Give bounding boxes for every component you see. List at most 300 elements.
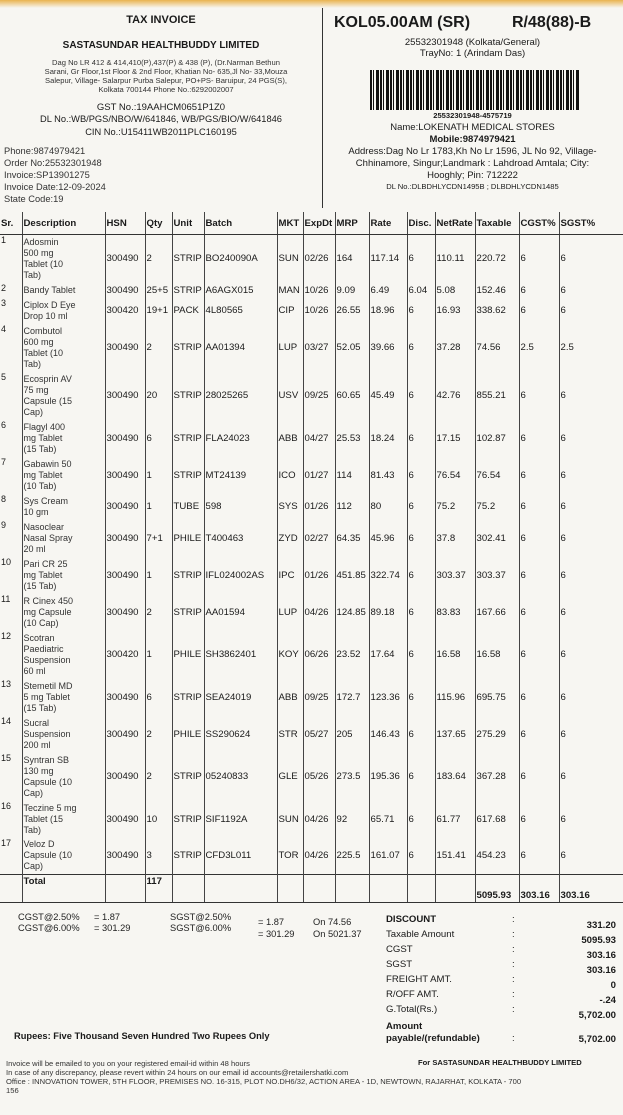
expiry-cell: 09/25 <box>303 679 335 716</box>
cgst-cell: 6 <box>519 298 559 324</box>
cgst-cell: 2.5 <box>519 324 559 372</box>
expiry-cell: 04/27 <box>303 420 335 457</box>
sum-taxable: 5095.93 <box>475 888 519 903</box>
mrp-cell: 92 <box>335 801 369 838</box>
summary-label: Taxable Amount <box>386 929 455 940</box>
netrate-cell: 183.64 <box>435 753 475 801</box>
paper-top-edge <box>0 0 623 8</box>
qty-cell: 10 <box>145 801 172 838</box>
table-header-row <box>0 212 623 235</box>
expiry-cell: 09/25 <box>303 372 335 420</box>
summary-colon: : <box>512 944 515 955</box>
description-line: Flagyl 400 <box>23 421 66 432</box>
discount-cell: 6 <box>407 679 435 716</box>
mrp-cell: 23.52 <box>335 631 369 679</box>
discount-cell: 6 <box>407 420 435 457</box>
rate-cell: 161.07 <box>369 838 407 875</box>
total-qty: 117 <box>145 875 172 889</box>
description-line: Paediatric <box>23 643 64 654</box>
mkt-cell: ABB <box>277 679 303 716</box>
description-line: Capsule (10 <box>23 776 73 787</box>
description-cell <box>22 520 105 557</box>
taxable-cell: 695.75 <box>475 679 519 716</box>
mrp-cell: 26.55 <box>335 298 369 324</box>
qty-cell: 2 <box>145 324 172 372</box>
taxable-cell: 338.62 <box>475 298 519 324</box>
unit-cell: STRIP <box>172 235 204 283</box>
qty-cell: 1 <box>145 457 172 494</box>
description-line: Sys Cream <box>23 495 69 506</box>
seller-phone: Phone:9874979421 <box>4 146 86 156</box>
sgst-cell: 2.5 <box>559 324 623 372</box>
seller-address-line: Sarani, Gr Floor,1st Floor & 2nd Floor, Khatian No- 635,Jl No- 33,Mouza <box>44 67 288 76</box>
sgst-cell: 6 <box>559 520 623 557</box>
unit-cell: STRIP <box>172 372 204 420</box>
seller-address <box>20 58 312 94</box>
description-line: Bandy Tablet <box>23 284 76 295</box>
summary-colon: : <box>512 959 515 970</box>
mrp-cell: 451.85 <box>335 557 369 594</box>
unit-cell: STRIP <box>172 457 204 494</box>
netrate-cell: 5.08 <box>435 283 475 298</box>
items-table <box>0 212 623 903</box>
expiry-cell: 05/26 <box>303 753 335 801</box>
invoice-date: Invoice Date:12-09-2024 <box>4 182 106 192</box>
taxable-cell: 76.54 <box>475 457 519 494</box>
table-row <box>0 753 623 801</box>
description-line: Tablet (15 <box>23 813 64 824</box>
description-line: Stemetil MD <box>23 680 73 691</box>
qty-cell: 3 <box>145 838 172 875</box>
summary-value: 5095.93 <box>581 935 616 946</box>
unit-cell: STRIP <box>172 838 204 875</box>
table-row <box>0 298 623 324</box>
cgst-cell: 6 <box>519 372 559 420</box>
description-line: Cap) <box>23 787 44 798</box>
column-header: ExpDt <box>303 212 335 235</box>
rate-cell: 45.49 <box>369 372 407 420</box>
table-row <box>0 679 623 716</box>
qty-cell: 25+5 <box>145 283 172 298</box>
cgst-cell: 6 <box>519 753 559 801</box>
description-line: 10 gm <box>23 506 49 517</box>
summary-value: 303.16 <box>586 950 616 961</box>
table-row <box>0 283 623 298</box>
batch-cell: 05240833 <box>204 753 277 801</box>
serial-cell: 17 <box>1 837 12 848</box>
mrp-cell: 172.7 <box>335 679 369 716</box>
rate-cell: 39.66 <box>369 324 407 372</box>
description-line: Sucral <box>23 717 50 728</box>
serial-cell: 10 <box>1 556 12 567</box>
rate-cell: 123.36 <box>369 679 407 716</box>
description-line: 600 mg <box>23 336 54 347</box>
description-line: Tablet (10 <box>23 347 64 358</box>
hsn-cell: 300490 <box>105 679 145 716</box>
sgst-cell: 6 <box>559 753 623 801</box>
description-cell <box>22 298 105 324</box>
summary-colon: : <box>512 929 515 940</box>
serial-cell: 15 <box>1 752 12 763</box>
mkt-cell: CIP <box>277 298 303 324</box>
hsn-cell: 300490 <box>105 520 145 557</box>
netrate-cell: 110.11 <box>435 235 475 283</box>
batch-cell: SEA24019 <box>204 679 277 716</box>
netrate-cell: 37.8 <box>435 520 475 557</box>
netrate-cell: 76.54 <box>435 457 475 494</box>
description-line: Capsule (15 <box>23 395 73 406</box>
column-header: Batch <box>204 212 277 235</box>
mrp-cell: 9.09 <box>335 283 369 298</box>
column-header: MKT <box>277 212 303 235</box>
batch-cell: SS290624 <box>204 716 277 753</box>
unit-cell: STRIP <box>172 283 204 298</box>
mrp-cell: 225.5 <box>335 838 369 875</box>
batch-cell: AA01394 <box>204 324 277 372</box>
taxable-cell: 367.28 <box>475 753 519 801</box>
description-line: Capsule (10 <box>23 850 73 861</box>
seller-gst-number: GST No.:19AAHCM0651P1Z0 <box>96 102 226 113</box>
mkt-cell: SYS <box>277 494 303 520</box>
unit-cell: TUBE <box>172 494 204 520</box>
summary-label: R/OFF AMT. <box>386 989 439 1000</box>
qty-cell: 19+1 <box>145 298 172 324</box>
description-line: Adosmin <box>23 236 59 247</box>
taxable-cell: 167.66 <box>475 594 519 631</box>
mkt-cell: STR <box>277 716 303 753</box>
netrate-cell: 151.41 <box>435 838 475 875</box>
sgst-cell: 6 <box>559 631 623 679</box>
taxable-cell: 454.23 <box>475 838 519 875</box>
expiry-cell: 02/26 <box>303 235 335 283</box>
table-row <box>0 235 623 283</box>
footer-page-number: 156 <box>6 1086 19 1095</box>
qty-cell: 1 <box>145 557 172 594</box>
cgst-cell: 6 <box>519 557 559 594</box>
discount-cell: 6 <box>407 235 435 283</box>
seller-address-line: Salepur, Village- Salarpur Purba Salepur, PO+PS- Baruipur, 24 PGS(S), <box>45 76 287 85</box>
description-cell <box>22 372 105 420</box>
footer-office-address: Office : INNOVATION TOWER, 5TH FLOOR, PREMISES NO. 16-315, PLOT NO.DH6/32, ACTION AREA - 1D, NEWTOWN, RAJARHAT, KOLKATA - 700 <box>6 1077 522 1086</box>
footer-discrepancy-note: In case of any discrepancy, please revert within 24 hours on our email id accounts@retailershatki.com <box>6 1068 349 1077</box>
description-cell <box>22 420 105 457</box>
summary-label: G.Total(Rs.) <box>386 1004 438 1015</box>
description-line: Nasoclear <box>23 521 65 532</box>
unit-cell: STRIP <box>172 557 204 594</box>
table-row <box>0 494 623 520</box>
seller-company-name: SASTASUNDAR HEALTHBUDDY LIMITED <box>62 40 260 51</box>
batch-cell: IFL024002AS <box>204 557 277 594</box>
description-cell <box>22 494 105 520</box>
description-cell <box>22 801 105 838</box>
qty-cell: 6 <box>145 679 172 716</box>
seller-address-line: Kolkata 700144 Phone No.:6292002007 <box>98 85 234 94</box>
sgst-cell: 6 <box>559 557 623 594</box>
route-code: KOL05.00AM (SR) <box>334 14 471 31</box>
sgst-cell: 6 <box>559 494 623 520</box>
qty-cell: 2 <box>145 594 172 631</box>
seller-cin-number: CIN No.:U15411WB2011PLC160195 <box>85 127 237 137</box>
items-table-body <box>0 235 623 875</box>
mrp-cell: 112 <box>335 494 369 520</box>
sum-sgst: 303.16 <box>559 888 623 903</box>
mrp-cell: 124.85 <box>335 594 369 631</box>
description-line: Teczine 5 mg <box>23 802 77 813</box>
description-line: Tab) <box>23 358 42 369</box>
description-line: Combutol <box>23 325 63 336</box>
mkt-cell: LUP <box>277 324 303 372</box>
hsn-cell: 300490 <box>105 594 145 631</box>
netrate-cell: 137.65 <box>435 716 475 753</box>
mrp-cell: 25.53 <box>335 420 369 457</box>
summary-colon: : <box>512 1004 515 1015</box>
sgst-cell: 6 <box>559 594 623 631</box>
mkt-cell: TOR <box>277 838 303 875</box>
unit-cell: STRIP <box>172 324 204 372</box>
serial-cell: 2 <box>1 282 7 293</box>
expiry-cell: 01/26 <box>303 494 335 520</box>
mrp-cell: 273.5 <box>335 753 369 801</box>
sum-cgst: 303.16 <box>519 888 559 903</box>
hsn-cell: 300490 <box>105 457 145 494</box>
netrate-cell: 83.83 <box>435 594 475 631</box>
rate-cell: 18.24 <box>369 420 407 457</box>
state-code: State Code:19 <box>4 194 64 204</box>
discount-cell: 6 <box>407 594 435 631</box>
column-header: Description <box>22 212 105 235</box>
sgst-cell: 6 <box>559 457 623 494</box>
hsn-cell: 300490 <box>105 324 145 372</box>
taxable-cell: 302.41 <box>475 520 519 557</box>
mkt-cell: GLE <box>277 753 303 801</box>
serial-cell: 7 <box>1 456 7 467</box>
summary-label: DISCOUNT <box>386 914 437 925</box>
column-header: HSN <box>105 212 145 235</box>
rate-cell: 81.43 <box>369 457 407 494</box>
cgst-rate-line: CGST@6.00% <box>18 923 80 933</box>
description-line: Ciplox D Eye <box>23 299 76 310</box>
table-row <box>0 631 623 679</box>
rate-cell: 117.14 <box>369 235 407 283</box>
description-line: Tablet (10 <box>23 258 64 269</box>
table-row <box>0 420 623 457</box>
cgst-cell: 6 <box>519 594 559 631</box>
hsn-cell: 300490 <box>105 372 145 420</box>
cgst-cell: 6 <box>519 283 559 298</box>
hsn-cell: 300490 <box>105 716 145 753</box>
table-row <box>0 838 623 875</box>
buyer-name: Name:LOKENATH MEDICAL STORES <box>390 122 555 133</box>
netrate-cell: 115.96 <box>435 679 475 716</box>
expiry-cell: 04/26 <box>303 801 335 838</box>
description-line: Ecosprin AV <box>23 373 72 384</box>
netrate-cell: 17.15 <box>435 420 475 457</box>
description-line: Drop 10 ml <box>23 310 68 321</box>
table-row <box>0 520 623 557</box>
netrate-cell: 42.76 <box>435 372 475 420</box>
description-line: Cap) <box>23 406 44 417</box>
batch-cell: AA01594 <box>204 594 277 631</box>
hsn-cell: 300420 <box>105 298 145 324</box>
summary-value: 331.20 <box>586 920 616 931</box>
hsn-cell: 300490 <box>105 494 145 520</box>
rate-cell: 89.18 <box>369 594 407 631</box>
description-line: 5 mg Tablet <box>23 691 70 702</box>
sgst-cell: 6 <box>559 420 623 457</box>
qty-cell: 2 <box>145 235 172 283</box>
summary-label: SGST <box>386 959 413 970</box>
batch-cell: MT24139 <box>204 457 277 494</box>
serial-cell: 16 <box>1 800 12 811</box>
column-header: SGST% <box>559 212 623 235</box>
order-number: Order No:25532301948 <box>4 158 102 168</box>
taxable-cell: 152.46 <box>475 283 519 298</box>
hsn-cell: 300490 <box>105 557 145 594</box>
for-company-signature: For SASTASUNDAR HEALTHBUDDY LIMITED <box>418 1058 582 1067</box>
discount-cell: 6 <box>407 557 435 594</box>
column-header: CGST% <box>519 212 559 235</box>
description-cell <box>22 557 105 594</box>
description-cell <box>22 631 105 679</box>
column-header: Disc. <box>407 212 435 235</box>
cgst-cell: 6 <box>519 457 559 494</box>
discount-cell: 6 <box>407 631 435 679</box>
unit-cell: PHILE <box>172 520 204 557</box>
rack-reference: R/48(88)-B <box>512 14 592 31</box>
netrate-cell: 37.28 <box>435 324 475 372</box>
batch-cell: SH3862401 <box>204 631 277 679</box>
serial-cell: 5 <box>1 371 7 382</box>
description-cell <box>22 235 105 283</box>
batch-cell: SIF1192A <box>204 801 277 838</box>
taxable-cell: 855.21 <box>475 372 519 420</box>
gst-on-amount: On 74.56 <box>313 917 352 927</box>
batch-cell: CFD3L011 <box>204 838 277 875</box>
seller-dl-number: DL No.:WB/PGS/NBO/W/641846, WB/PGS/BIO/W/641846 <box>40 114 282 124</box>
summary-colon: : <box>512 974 515 985</box>
description-cell <box>22 457 105 494</box>
batch-cell: BO240090A <box>204 235 277 283</box>
cgst-cell: 6 <box>519 631 559 679</box>
description-line: 60 ml <box>23 665 46 676</box>
total-label: Total <box>22 875 105 889</box>
unit-cell: PHILE <box>172 716 204 753</box>
hsn-cell: 300490 <box>105 420 145 457</box>
expiry-cell: 04/26 <box>303 838 335 875</box>
hsn-cell: 300420 <box>105 631 145 679</box>
sgst-cell: 6 <box>559 372 623 420</box>
amount-payable-label: Amount <box>386 1021 423 1032</box>
description-line: Gabawin 50 <box>23 458 72 469</box>
qty-cell: 2 <box>145 716 172 753</box>
description-cell <box>22 716 105 753</box>
discount-cell: 6 <box>407 838 435 875</box>
mrp-cell: 52.05 <box>335 324 369 372</box>
sgst-cell: 6 <box>559 838 623 875</box>
taxable-cell: 74.56 <box>475 324 519 372</box>
description-cell <box>22 679 105 716</box>
taxable-cell: 75.2 <box>475 494 519 520</box>
description-line: (10 Tab) <box>23 480 57 491</box>
serial-cell: 12 <box>1 630 12 641</box>
netrate-cell: 61.77 <box>435 801 475 838</box>
column-header: Qty <box>145 212 172 235</box>
description-cell <box>22 753 105 801</box>
batch-cell: 598 <box>204 494 277 520</box>
cgst-cell: 6 <box>519 520 559 557</box>
expiry-cell: 03/27 <box>303 324 335 372</box>
cgst-rate-line: CGST@2.50% <box>18 912 80 922</box>
serial-cell: 6 <box>1 419 7 430</box>
summary-value: -.24 <box>599 995 616 1006</box>
summary-value: 0 <box>610 980 616 991</box>
description-line: 200 ml <box>23 739 51 750</box>
taxable-cell: 16.58 <box>475 631 519 679</box>
amount-payable-label: payable/(refundable) <box>386 1033 480 1044</box>
cgst-cell: 6 <box>519 420 559 457</box>
cgst-cell: 6 <box>519 679 559 716</box>
taxable-cell: 220.72 <box>475 235 519 283</box>
seller-header <box>0 8 323 208</box>
summary-value: 5,702.00 <box>578 1010 616 1021</box>
description-line: Tab) <box>23 269 42 280</box>
sgst-cell: 6 <box>559 298 623 324</box>
sgst-amount: = 1.87 <box>258 917 285 927</box>
mrp-cell: 114 <box>335 457 369 494</box>
description-line: (15 Tab) <box>23 580 57 591</box>
netrate-cell: 303.37 <box>435 557 475 594</box>
cgst-cell: 6 <box>519 716 559 753</box>
rate-cell: 17.64 <box>369 631 407 679</box>
serial-cell: 3 <box>1 297 7 308</box>
mkt-cell: MAN <box>277 283 303 298</box>
qty-cell: 20 <box>145 372 172 420</box>
batch-cell: A6AGX015 <box>204 283 277 298</box>
batch-cell: 28025265 <box>204 372 277 420</box>
serial-cell: 13 <box>1 678 12 689</box>
serial-cell: 9 <box>1 519 7 530</box>
description-line: (15 Tab) <box>23 443 57 454</box>
hsn-cell: 300490 <box>105 283 145 298</box>
discount-cell: 6 <box>407 324 435 372</box>
discount-cell: 6 <box>407 716 435 753</box>
description-line: mg Capsule <box>23 606 72 617</box>
mkt-cell: ABB <box>277 420 303 457</box>
table-row <box>0 457 623 494</box>
cgst-amount: = 301.29 <box>94 923 131 933</box>
unit-cell: STRIP <box>172 801 204 838</box>
sgst-amount: = 301.29 <box>258 929 295 939</box>
mrp-cell: 60.65 <box>335 372 369 420</box>
description-line: mg Tablet <box>23 469 63 480</box>
unit-cell: PHILE <box>172 631 204 679</box>
summary-value: 303.16 <box>586 965 616 976</box>
table-row <box>0 594 623 631</box>
serial-cell: 11 <box>1 593 11 604</box>
rate-cell: 45.96 <box>369 520 407 557</box>
summary-label: FREIGHT AMT. <box>386 974 452 985</box>
serial-cell: 1 <box>1 235 7 245</box>
unit-cell: PACK <box>172 298 204 324</box>
amount-payable-value: 5,702.00 <box>578 1034 616 1045</box>
summary-label: CGST <box>386 944 413 955</box>
rate-cell: 18.96 <box>369 298 407 324</box>
description-line: Pari CR 25 <box>23 558 68 569</box>
discount-cell: 6 <box>407 801 435 838</box>
buyer-dl-number: DL No.:DLBDHLYCDN1495B ; DLBDHLYCDN1485 <box>386 182 559 191</box>
unit-cell: STRIP <box>172 420 204 457</box>
hsn-cell: 300490 <box>105 235 145 283</box>
